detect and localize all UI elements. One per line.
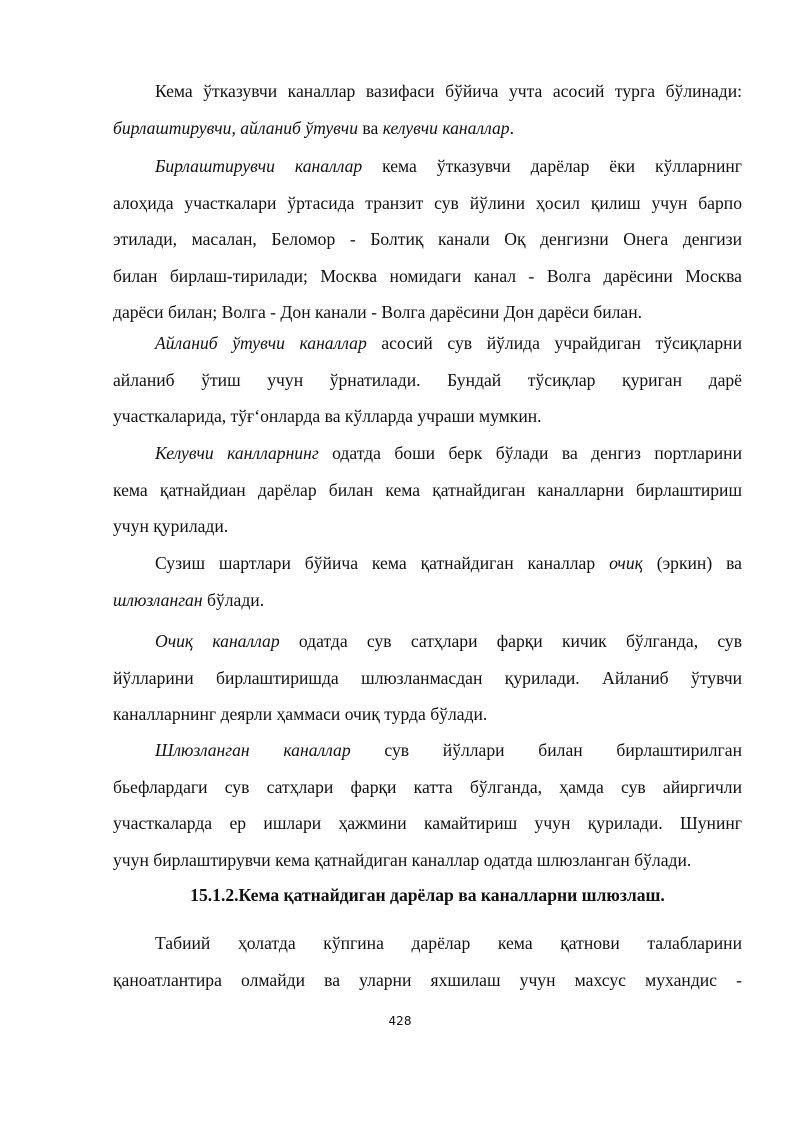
text-run: асосий сув йўлида учрайдиган тўсиқларни <box>366 333 742 353</box>
italic-term: Айланиб ўтувчи каналлар <box>155 333 367 353</box>
text-line: учун бирлаштирувчи кема қатнайдиган каналлар одатда шлюзланган бўлади. <box>113 849 692 870</box>
text-line: йўлларини бирлаштиришда шлюзланмасдан қурилади. Айланиб ўтувчи <box>113 667 742 688</box>
text-run: Сузиш шартлари бўйича кема қатнайдиган каналлар <box>155 553 610 573</box>
italic-term: Шлюзланган каналлар <box>155 740 351 760</box>
italic-term: Бирлаштирувчи каналлар <box>155 156 363 176</box>
italic-term: шлюзланган <box>113 589 203 610</box>
italic-term: бирлаштирувчи, айланиб ўтувчи <box>113 117 358 138</box>
text-line <box>113 623 742 660</box>
paragraph-lock-canals <box>113 732 742 878</box>
text-line <box>113 325 742 362</box>
text-line <box>113 732 742 769</box>
text-line: этилади, масалан, Беломор - Болтиқ канали Оқ денгизни Онега денгизи <box>113 229 742 249</box>
page-number: 428 <box>388 1014 412 1028</box>
text-line: участкаларида, тўғʻонларда ва кўлларда учраши мумкин. <box>113 406 542 426</box>
text-line: бьефлардаги сув сатҳлари фарқи катта бўлганда, ҳамда сув айиргичли <box>113 776 742 797</box>
paragraph-open-canals <box>113 623 742 733</box>
text-line: Кема ўтказувчи каналлар вазифаси бўйича учта асосий турга бўлинади: <box>155 81 742 101</box>
paragraph-canal-types <box>113 73 742 146</box>
paragraph-bypass-canals <box>113 325 742 435</box>
text-line <box>113 110 742 147</box>
text-line: Табиий ҳолатда кўпгина дарёлар кема қатнови талабларини <box>155 933 742 953</box>
italic-term: Келувчи канлларнинг <box>155 443 319 463</box>
text-run: бўлади. <box>202 589 265 610</box>
text-line <box>113 545 742 582</box>
text-line: дарёси билан; Волга - Дон канали - Волга дарёсини Дон дарёси билан. <box>113 302 643 322</box>
text-line: қаноатлантира олмайди ва уларни яхшилаш учун махсус мухандис - <box>113 969 742 990</box>
text-line: учун қурилади. <box>113 516 229 536</box>
paragraph-natural-state <box>113 925 742 998</box>
text-run: кема ўтказувчи дарёлар ёки кўлларнинг <box>362 156 742 176</box>
text-line <box>113 582 742 619</box>
italic-term: келувчи каналлар <box>382 117 510 138</box>
text-run: сув йўллари билан бирлаштирилган <box>350 740 742 760</box>
text-run: . <box>509 117 514 138</box>
italic-term: Очиқ каналлар <box>155 631 280 651</box>
text-run: ва <box>358 117 383 138</box>
text-run: (эркин) ва <box>642 553 742 573</box>
text-run: одатда боши берк бўлади ва денгиз портларини <box>318 443 742 463</box>
text-line: билан бирлаш-тирилади; Москва номидаги канал - Волга дарёсини Москва <box>113 265 742 286</box>
section-heading: 15.1.2.Кема қатнайдиган дарёлар ва каналларни шлюзлаш. <box>190 885 665 905</box>
text-line: алоҳида участкалари ўртасида транзит сув йўлини ҳосил қилиш учун барпо <box>113 192 742 213</box>
text-line: айланиб ўтиш учун ўрнатилади. Бундай тўсиқлар қуриган дарё <box>113 369 742 390</box>
italic-term: очиқ <box>609 553 643 573</box>
text-line: участкаларда ер ишлари ҳажмини камайтириш учун қурилади. Шунинг <box>113 813 742 833</box>
text-run: одатда сув сатҳлари фарқи кичик бўлганда, сув <box>279 631 743 651</box>
text-line: кема қатнайдиан дарёлар билан кема қатнайдиган каналларни бирлаштириш <box>113 479 742 500</box>
text-line <box>113 435 742 472</box>
text-line: каналларнинг деярли ҳаммаси очиқ турда бўлади. <box>113 704 488 724</box>
paragraph-approach-canals <box>113 435 742 545</box>
paragraph-connecting-canals <box>113 148 742 331</box>
text-line <box>113 148 742 185</box>
paragraph-swimming-conditions <box>113 545 742 618</box>
